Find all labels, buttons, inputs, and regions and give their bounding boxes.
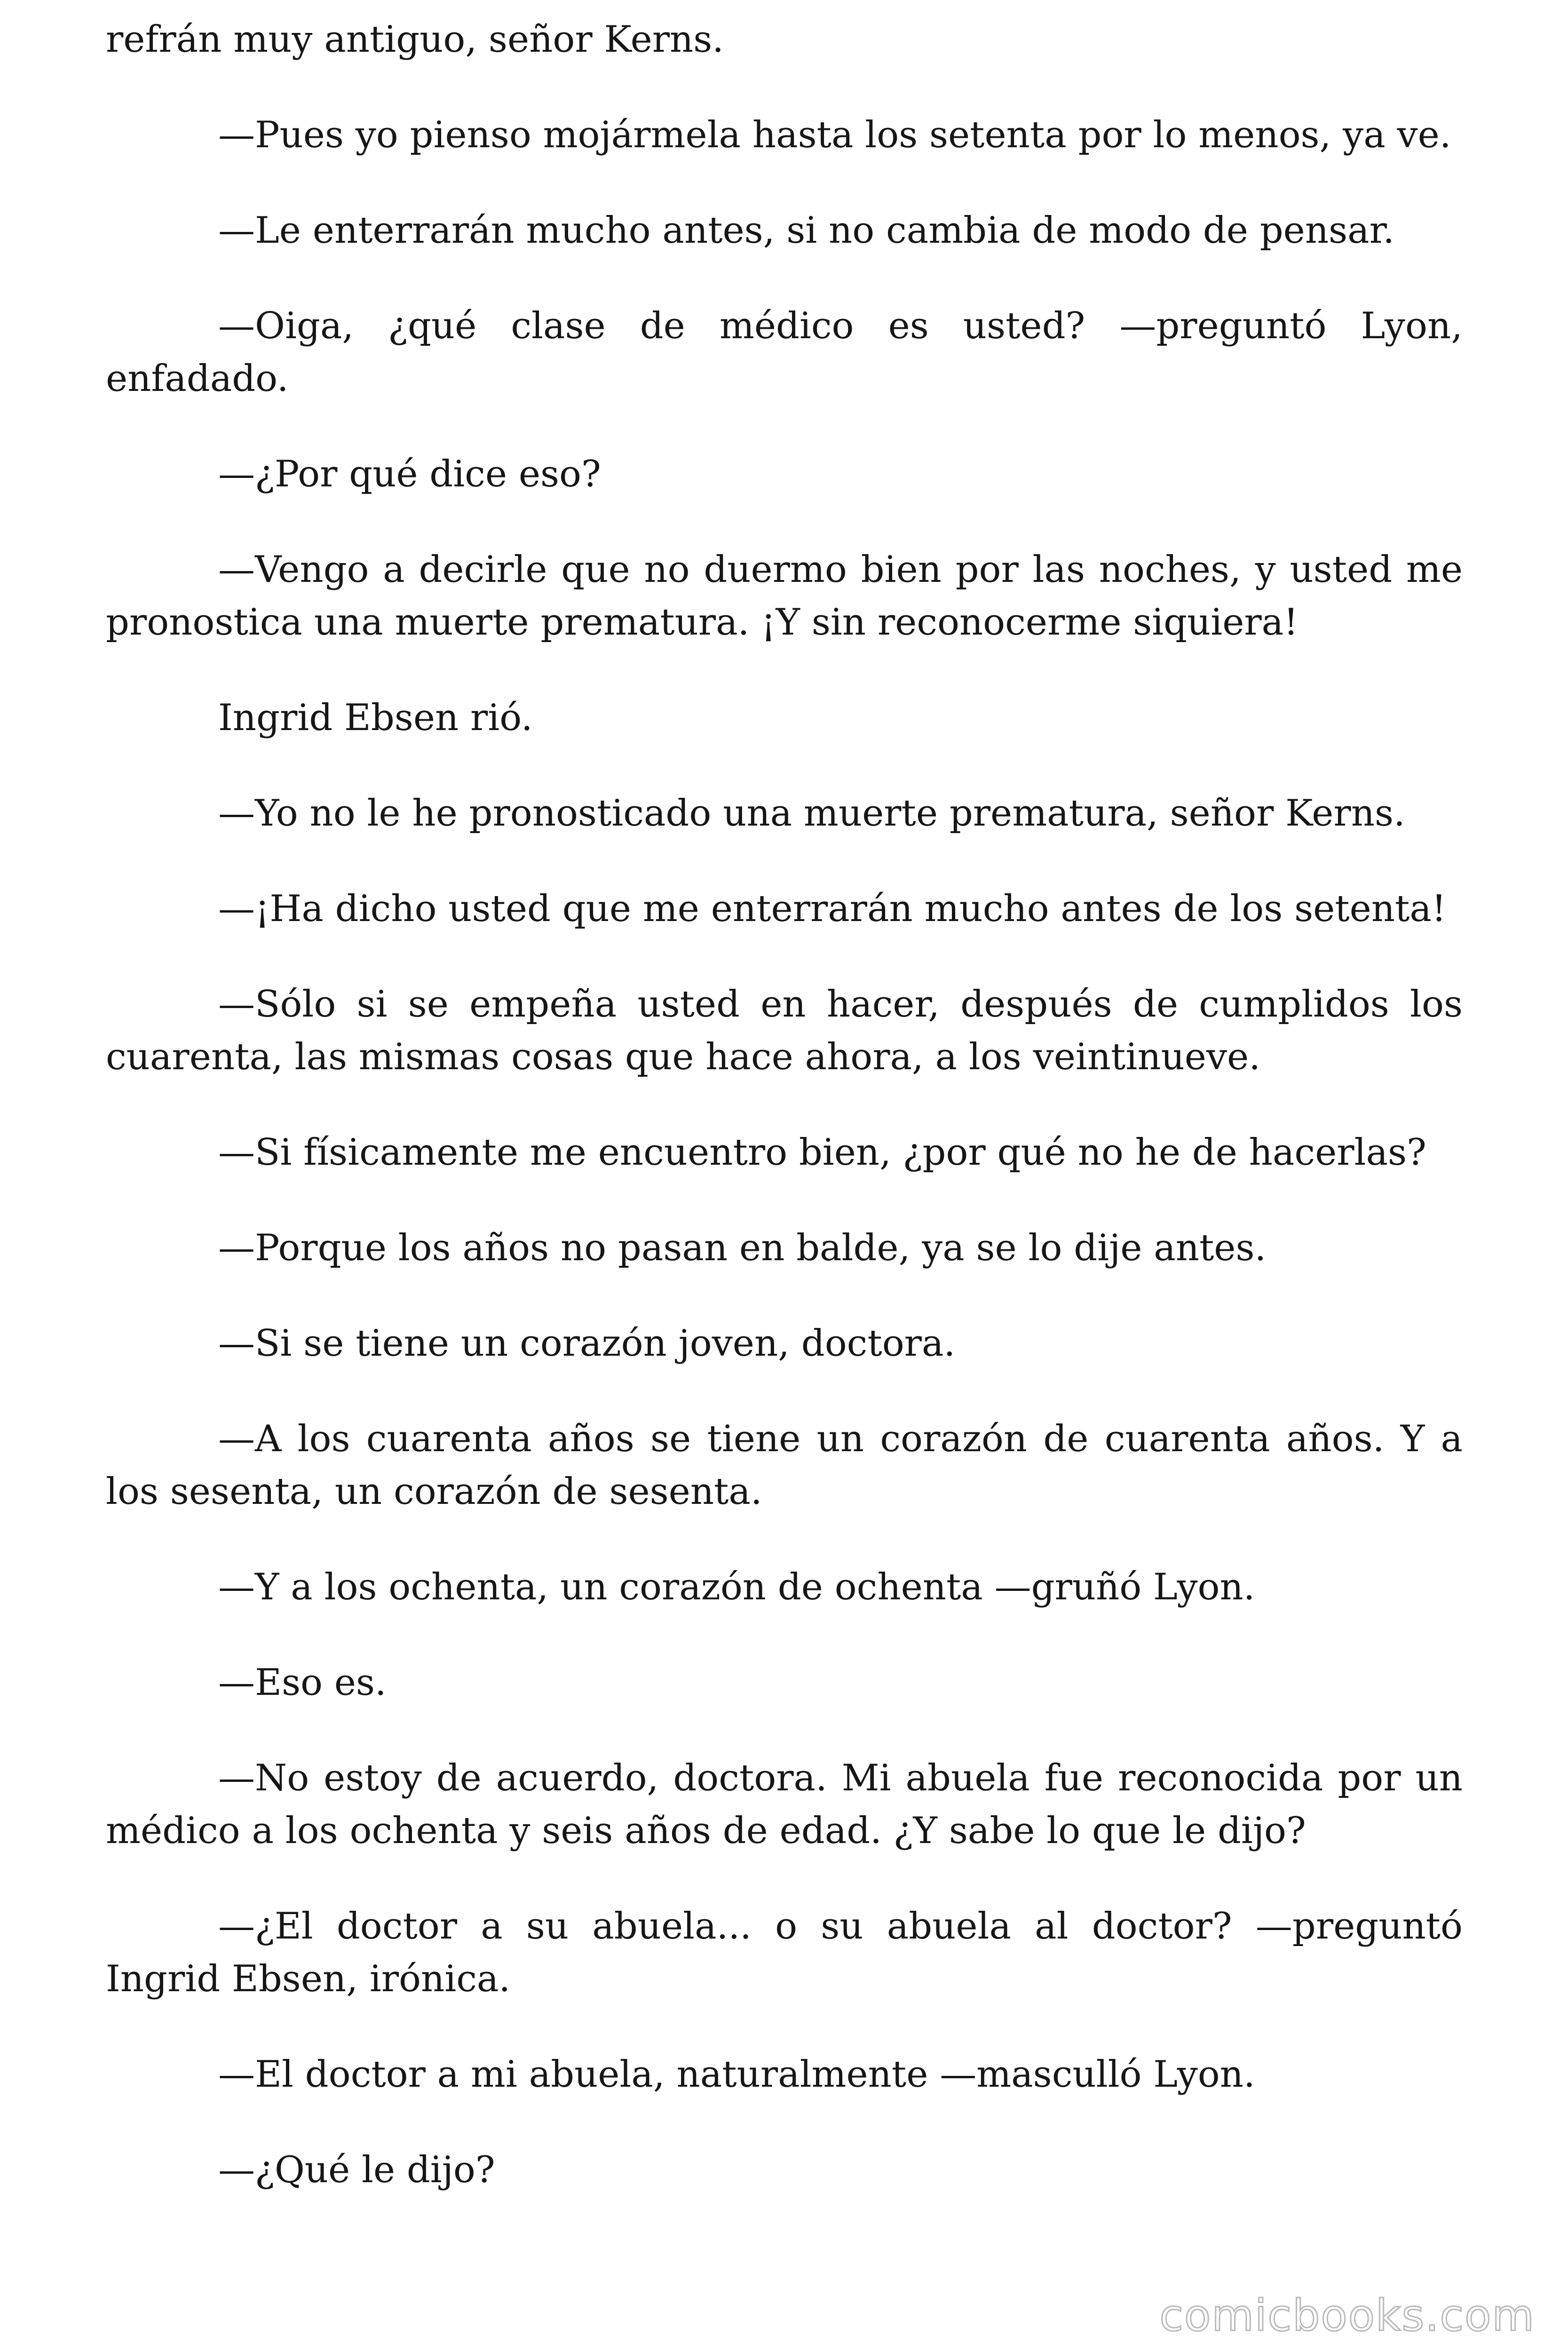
paragraph: —¿El doctor a su abuela... o su abuela al doctor? —preguntó Ingrid Ebsen, irónica. [106, 1905, 1463, 2000]
paragraph: refrán muy antiguo, señor Kerns. [106, 18, 724, 61]
paragraph: —Y a los ochenta, un corazón de ochenta —gruñó Lyon. [218, 1566, 1255, 1608]
paragraph: —Eso es. [218, 1661, 387, 1704]
paragraph: —Si físicamente me encuentro bien, ¿por qué no he de hacerlas? [218, 1131, 1426, 1174]
paragraph: —Yo no le he pronosticado una muerte prematura, señor Kerns. [218, 792, 1405, 834]
paragraph: —¿Qué le dijo? [218, 2149, 495, 2191]
paragraph: —El doctor a mi abuela, naturalmente —masculló Lyon. [218, 2053, 1255, 2096]
paragraph: —A los cuarenta años se tiene un corazón de cuarenta años. Y a los sesenta, un corazón de sesenta. [106, 1418, 1463, 1513]
paragraph: —Vengo a decirle que no duermo bien por las noches, y usted me pronostica una muerte prematura. ¡Y sin reconocerme siquiera! [106, 548, 1463, 644]
paragraph: —¿Por qué dice eso? [218, 453, 601, 495]
paragraph: —No estoy de acuerdo, doctora. Mi abuela fue reconocida por un médico a los ochenta y seis años de edad. ¿Y sabe lo que le dijo? [106, 1757, 1463, 1852]
paragraph: —Sólo si se empeña usted en hacer, después de cumplidos los cuarenta, las mismas cosas que hace ahora, a los veintinueve. [106, 983, 1463, 1078]
paragraph: —¡Ha dicho usted que me enterrarán mucho antes de los setenta! [218, 888, 1447, 930]
paragraph: Ingrid Ebsen rió. [218, 697, 533, 739]
paragraph: —Si se tiene un corazón joven, doctora. [218, 1322, 956, 1365]
paragraph: —Porque los años no pasan en balde, ya se lo dije antes. [218, 1227, 1267, 1269]
paragraph: —Oiga, ¿qué clase de médico es usted? —preguntó Lyon, enfadado. [106, 305, 1463, 400]
page-text [106, 13, 1463, 2239]
paragraph: —Le enterrarán mucho antes, si no cambia de modo de pensar. [218, 209, 1395, 252]
paragraph: —Pues yo pienso mojármela hasta los setenta por lo menos, ya ve. [218, 114, 1451, 156]
watermark: comicbooks.com [1159, 2290, 1535, 2341]
